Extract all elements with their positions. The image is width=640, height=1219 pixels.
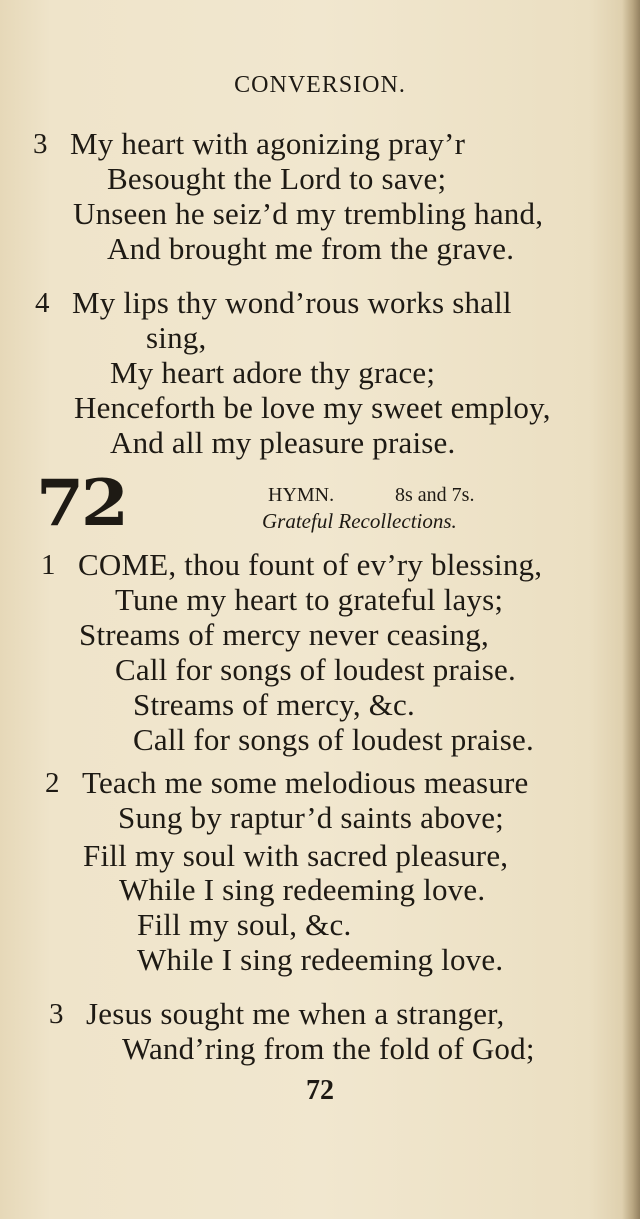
verse-line: Besought the Lord to save;: [107, 161, 447, 196]
verse-line: Call for songs of loudest praise.: [115, 652, 516, 687]
verse-number: 4: [35, 287, 50, 319]
verse-line: Fill my soul, &c.: [137, 907, 352, 942]
verse-line: Streams of mercy, &c.: [133, 687, 415, 722]
verse-line: Streams of mercy never ceasing,: [79, 617, 489, 652]
hymn-title: Grateful Recollections.: [262, 509, 457, 533]
verse-line: Call for songs of loudest praise.: [133, 722, 534, 757]
verse-line: And all my pleasure praise.: [110, 425, 456, 460]
verse-line: sing,: [146, 320, 207, 355]
verse-number: 3: [33, 128, 48, 160]
verse-line: COME, thou fount of ev’ry blessing,: [78, 547, 543, 582]
hymn-meter: 8s and 7s.: [395, 484, 475, 506]
verse-line: While I sing redeeming love.: [119, 872, 486, 907]
verse-number: 1: [41, 549, 56, 581]
hymn-label: HYMN.: [268, 484, 335, 506]
page-edge-shadow: [622, 0, 640, 1219]
verse-line: Unseen he seiz’d my trembling hand,: [73, 196, 544, 231]
verse-line: Sung by raptur’d saints above;: [118, 800, 504, 835]
hymn-number: 72: [36, 466, 126, 541]
verse-line: Jesus sought me when a stranger,: [86, 996, 505, 1031]
verse-number: 2: [45, 767, 60, 799]
verse-line: Henceforth be love my sweet employ,: [74, 390, 551, 425]
verse-number: 3: [49, 998, 64, 1030]
verse-line: Teach me some melodious measure: [82, 765, 529, 800]
verse-line: My heart adore thy grace;: [110, 355, 436, 390]
verse-line: While I sing redeeming love.: [137, 942, 504, 977]
verse-line: Fill my soul with sacred pleasure,: [83, 838, 509, 873]
verse-line: Tune my heart to grateful lays;: [115, 582, 504, 617]
verse-line: And brought me from the grave.: [107, 231, 515, 266]
verse-line: My lips thy wond’rous works shall: [72, 285, 512, 320]
running-head: CONVERSION.: [234, 72, 406, 98]
verse-line: My heart with agonizing pray’r: [70, 126, 466, 161]
page-number: 72: [306, 1075, 334, 1106]
verse-line: Wand’ring from the fold of God;: [122, 1031, 535, 1066]
